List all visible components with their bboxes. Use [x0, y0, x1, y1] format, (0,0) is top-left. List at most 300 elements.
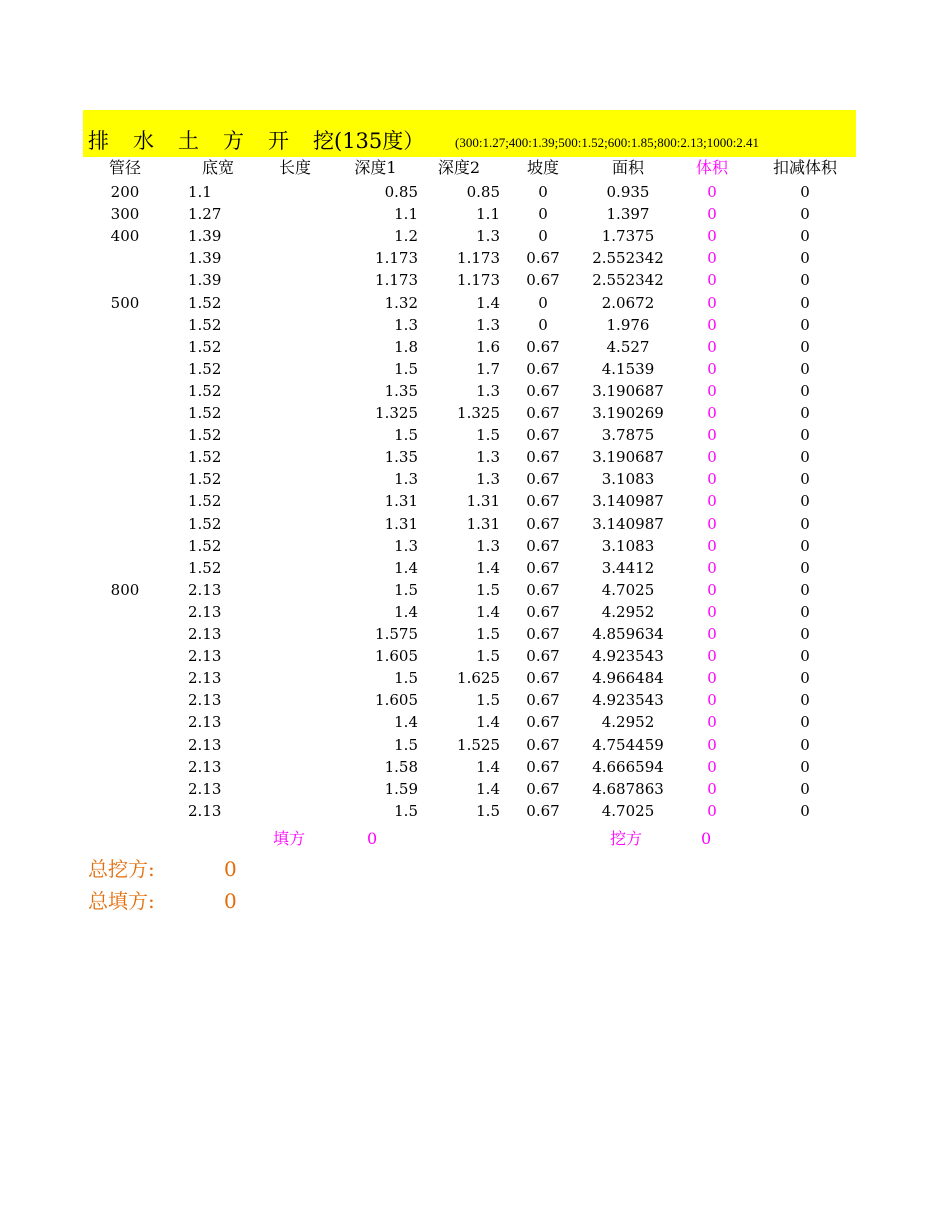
- header-slope: 坡度: [526, 158, 559, 177]
- header-volume: 体积: [695, 158, 728, 177]
- cell-slope: 0.67: [526, 448, 560, 466]
- cell-area: 3.190687: [592, 448, 664, 466]
- table-row: [83, 557, 856, 579]
- total-fill-label: 总填方:: [88, 889, 155, 913]
- cell-depth2: 1.5: [476, 625, 500, 643]
- cell-volume: 0: [707, 780, 717, 798]
- cell-depth2: 1.3: [476, 470, 500, 488]
- footer-row: [83, 828, 856, 850]
- fill-value: 0: [367, 829, 378, 848]
- cell-length: [263, 314, 327, 336]
- table-row: [83, 380, 856, 402]
- cell-bottom-width: 1.1: [188, 183, 212, 201]
- cell-pipe-diameter: [93, 623, 157, 645]
- cell-depth1: 1.59: [384, 780, 418, 798]
- cell-deduct-volume: 0: [800, 249, 810, 267]
- cell-deduct-volume: 0: [800, 691, 810, 709]
- table-row: [83, 513, 856, 535]
- cell-area: 3.140987: [592, 515, 664, 533]
- cell-deduct-volume: 0: [800, 802, 810, 820]
- title-char: 排: [88, 129, 109, 153]
- cell-depth1: 1.32: [384, 294, 418, 312]
- table-row: [83, 535, 856, 557]
- title-char: 开: [268, 129, 289, 153]
- cell-depth2: 1.325: [457, 404, 500, 422]
- cell-pipe-diameter: [93, 689, 157, 711]
- cell-slope: 0.67: [526, 581, 560, 599]
- cell-depth1: 1.325: [375, 404, 418, 422]
- cell-area: 4.923543: [592, 647, 664, 665]
- cell-bottom-width: 1.39: [188, 271, 222, 289]
- table-row: [83, 292, 856, 314]
- cell-volume: 0: [707, 183, 717, 201]
- cell-depth2: 1.3: [476, 448, 500, 466]
- cell-slope: 0.67: [526, 736, 560, 754]
- cell-depth1: 1.3: [394, 537, 418, 555]
- cell-slope: 0.67: [526, 338, 560, 356]
- cell-depth2: 1.6: [476, 338, 500, 356]
- cell-depth1: 1.575: [375, 625, 418, 643]
- excavate-value: 0: [701, 829, 712, 848]
- table-row: [83, 689, 856, 711]
- cell-depth1: 1.605: [375, 647, 418, 665]
- cell-area: 4.1539: [601, 360, 655, 378]
- cell-slope: 0: [538, 205, 548, 223]
- cell-bottom-width: 1.52: [188, 515, 222, 533]
- cell-pipe-diameter: [93, 557, 157, 579]
- cell-depth2: 1.4: [476, 780, 500, 798]
- cell-area: 4.923543: [592, 691, 664, 709]
- cell-length: [263, 358, 327, 380]
- cell-bottom-width: 2.13: [188, 625, 222, 643]
- cell-deduct-volume: 0: [800, 448, 810, 466]
- cell-slope: 0.67: [526, 249, 560, 267]
- cell-length: [263, 535, 327, 557]
- cell-volume: 0: [707, 758, 717, 776]
- cell-volume: 0: [707, 382, 717, 400]
- cell-bottom-width: 2.13: [188, 736, 222, 754]
- cell-length: [263, 557, 327, 579]
- cell-area: 4.2952: [601, 713, 655, 731]
- cell-area: 2.0672: [601, 294, 655, 312]
- cell-slope: 0.67: [526, 360, 560, 378]
- cell-depth2: 1.3: [476, 537, 500, 555]
- cell-length: [263, 778, 327, 800]
- cell-pipe-diameter: [93, 601, 157, 623]
- cell-bottom-width: 2.13: [188, 758, 222, 776]
- cell-deduct-volume: 0: [800, 625, 810, 643]
- cell-length: [263, 734, 327, 756]
- cell-pipe-diameter: [93, 247, 157, 269]
- cell-pipe-diameter: [93, 756, 157, 778]
- cell-bottom-width: 1.52: [188, 338, 222, 356]
- cell-deduct-volume: 0: [800, 758, 810, 776]
- cell-depth2: 1.525: [457, 736, 500, 754]
- cell-length: [263, 579, 327, 601]
- table-row: [83, 269, 856, 291]
- cell-pipe-diameter: [93, 800, 157, 822]
- header-bottom-width: 底宽: [202, 158, 235, 177]
- cell-length: [263, 800, 327, 822]
- cell-length: [263, 756, 327, 778]
- table-row: [83, 645, 856, 667]
- cell-deduct-volume: 0: [800, 559, 810, 577]
- cell-depth2: 1.173: [457, 271, 500, 289]
- table-row: [83, 247, 856, 269]
- cell-bottom-width: 2.13: [188, 691, 222, 709]
- cell-bottom-width: 2.13: [188, 780, 222, 798]
- cell-deduct-volume: 0: [800, 294, 810, 312]
- cell-depth1: 1.173: [375, 271, 418, 289]
- cell-slope: 0.67: [526, 492, 560, 510]
- cell-deduct-volume: 0: [800, 647, 810, 665]
- cell-bottom-width: 1.39: [188, 227, 222, 245]
- cell-depth1: 1.58: [384, 758, 418, 776]
- cell-depth2: 1.625: [457, 669, 500, 687]
- table-row: [83, 711, 856, 733]
- cell-area: 4.7025: [601, 581, 655, 599]
- cell-volume: 0: [707, 316, 717, 334]
- cell-length: [263, 336, 327, 358]
- cell-slope: 0: [538, 316, 548, 334]
- cell-pipe-diameter: [93, 269, 157, 291]
- cell-slope: 0: [538, 294, 548, 312]
- cell-slope: 0: [538, 227, 548, 245]
- cell-deduct-volume: 0: [800, 404, 810, 422]
- cell-depth2: 1.3: [476, 316, 500, 334]
- cell-slope: 0.67: [526, 515, 560, 533]
- cell-deduct-volume: 0: [800, 780, 810, 798]
- cell-volume: 0: [707, 271, 717, 289]
- cell-depth1: 1.3: [394, 316, 418, 334]
- cell-pipe-diameter: [93, 468, 157, 490]
- cell-bottom-width: 1.52: [188, 470, 222, 488]
- cell-volume: 0: [707, 691, 717, 709]
- cell-volume: 0: [707, 603, 717, 621]
- total-excavation-value: 0: [224, 857, 237, 881]
- cell-volume: 0: [707, 647, 717, 665]
- cell-volume: 0: [707, 448, 717, 466]
- cell-slope: 0.67: [526, 404, 560, 422]
- cell-area: 3.190687: [592, 382, 664, 400]
- cell-volume: 0: [707, 537, 717, 555]
- cell-bottom-width: 2.13: [188, 713, 222, 731]
- cell-length: [263, 247, 327, 269]
- cell-length: [263, 623, 327, 645]
- table-row: [83, 579, 856, 601]
- table-row: [83, 734, 856, 756]
- cell-slope: 0.67: [526, 625, 560, 643]
- cell-depth1: 1.173: [375, 249, 418, 267]
- cell-pipe-diameter: 500: [110, 294, 140, 312]
- cell-depth1: 1.5: [394, 581, 418, 599]
- cell-bottom-width: 1.52: [188, 492, 222, 510]
- cell-area: 3.190269: [592, 404, 664, 422]
- cell-depth2: 1.4: [476, 603, 500, 621]
- cell-length: [263, 181, 327, 203]
- cell-volume: 0: [707, 426, 717, 444]
- cell-length: [263, 689, 327, 711]
- cell-area: 4.7025: [601, 802, 655, 820]
- cell-area: 3.4412: [601, 559, 655, 577]
- table-row: [83, 181, 856, 203]
- table-row: [83, 490, 856, 512]
- table-row: [83, 424, 856, 446]
- cell-depth2: 1.3: [476, 382, 500, 400]
- cell-depth1: 1.31: [384, 492, 418, 510]
- cell-length: [263, 711, 327, 733]
- cell-deduct-volume: 0: [800, 382, 810, 400]
- header-area: 面积: [611, 158, 644, 177]
- cell-slope: 0: [538, 183, 548, 201]
- cell-slope: 0.67: [526, 537, 560, 555]
- header-pipe-diameter: 管径: [108, 158, 141, 177]
- cell-area: 4.859634: [592, 625, 664, 643]
- cell-length: [263, 292, 327, 314]
- cell-slope: 0.67: [526, 271, 560, 289]
- table-row: [83, 756, 856, 778]
- cell-volume: 0: [707, 249, 717, 267]
- cell-deduct-volume: 0: [800, 316, 810, 334]
- cell-bottom-width: 2.13: [188, 603, 222, 621]
- cell-area: 2.552342: [592, 271, 664, 289]
- cell-depth2: 1.3: [476, 227, 500, 245]
- table-row: [83, 446, 856, 468]
- cell-pipe-diameter: 400: [110, 227, 140, 245]
- cell-pipe-diameter: [93, 734, 157, 756]
- cell-volume: 0: [707, 802, 717, 820]
- cell-bottom-width: 1.52: [188, 404, 222, 422]
- cell-volume: 0: [707, 470, 717, 488]
- cell-pipe-diameter: [93, 535, 157, 557]
- total-excavation-label: 总挖方:: [88, 857, 155, 881]
- width-reference-note: (300:1.27;400:1.39;500:1.52;600:1.85;800:2.13;1000:2.41: [455, 135, 760, 150]
- title-char: 水: [133, 129, 154, 153]
- fill-label: 填方: [273, 829, 306, 848]
- cell-slope: 0.67: [526, 470, 560, 488]
- cell-deduct-volume: 0: [800, 537, 810, 555]
- cell-deduct-volume: 0: [800, 713, 810, 731]
- cell-length: [263, 667, 327, 689]
- cell-deduct-volume: 0: [800, 271, 810, 289]
- cell-bottom-width: 1.52: [188, 382, 222, 400]
- cell-depth1: 1.4: [394, 713, 418, 731]
- cell-volume: 0: [707, 338, 717, 356]
- cell-bottom-width: 1.27: [188, 205, 222, 223]
- cell-pipe-diameter: [93, 778, 157, 800]
- cell-pipe-diameter: [93, 314, 157, 336]
- cell-slope: 0.67: [526, 691, 560, 709]
- cell-pipe-diameter: 300: [110, 205, 140, 223]
- cell-depth2: 0.85: [466, 183, 500, 201]
- cell-volume: 0: [707, 515, 717, 533]
- cell-depth1: 1.31: [384, 515, 418, 533]
- cell-volume: 0: [707, 581, 717, 599]
- cell-area: 3.140987: [592, 492, 664, 510]
- cell-pipe-diameter: [93, 336, 157, 358]
- cell-slope: 0.67: [526, 603, 560, 621]
- cell-deduct-volume: 0: [800, 183, 810, 201]
- cell-area: 3.1083: [601, 470, 655, 488]
- cell-pipe-diameter: [93, 424, 157, 446]
- cell-depth2: 1.5: [476, 691, 500, 709]
- cell-length: [263, 203, 327, 225]
- header-depth1: 深度1: [354, 158, 397, 177]
- table-row: [83, 336, 856, 358]
- cell-volume: 0: [707, 492, 717, 510]
- cell-length: [263, 490, 327, 512]
- cell-area: 4.754459: [592, 736, 664, 754]
- cell-pipe-diameter: [93, 402, 157, 424]
- cell-area: 0.935: [606, 183, 650, 201]
- cell-slope: 0.67: [526, 780, 560, 798]
- cell-length: [263, 380, 327, 402]
- cell-depth2: 1.31: [466, 515, 500, 533]
- cell-pipe-diameter: [93, 645, 157, 667]
- total-fill: [88, 887, 237, 915]
- cell-length: [263, 468, 327, 490]
- cell-volume: 0: [707, 559, 717, 577]
- cell-area: 3.1083: [601, 537, 655, 555]
- table-row: [83, 601, 856, 623]
- cell-deduct-volume: 0: [800, 581, 810, 599]
- cell-depth1: 1.5: [394, 669, 418, 687]
- cell-depth1: 1.605: [375, 691, 418, 709]
- table-row: [83, 203, 856, 225]
- cell-volume: 0: [707, 713, 717, 731]
- cell-deduct-volume: 0: [800, 669, 810, 687]
- cell-pipe-diameter: [93, 711, 157, 733]
- sheet-title: [88, 128, 424, 154]
- cell-depth2: 1.7: [476, 360, 500, 378]
- cell-depth1: 1.35: [384, 382, 418, 400]
- header-length: 长度: [278, 158, 311, 177]
- cell-slope: 0.67: [526, 713, 560, 731]
- cell-deduct-volume: 0: [800, 338, 810, 356]
- cell-pipe-diameter: [93, 380, 157, 402]
- cell-slope: 0.67: [526, 669, 560, 687]
- cell-length: [263, 225, 327, 247]
- cell-length: [263, 402, 327, 424]
- cell-depth1: 1.1: [394, 205, 418, 223]
- cell-bottom-width: 1.39: [188, 249, 222, 267]
- title-char: 土: [178, 129, 199, 153]
- cell-deduct-volume: 0: [800, 603, 810, 621]
- cell-depth1: 1.5: [394, 426, 418, 444]
- cell-area: 4.2952: [601, 603, 655, 621]
- cell-depth1: 1.5: [394, 802, 418, 820]
- cell-depth2: 1.31: [466, 492, 500, 510]
- cell-depth2: 1.173: [457, 249, 500, 267]
- cell-bottom-width: 2.13: [188, 647, 222, 665]
- total-excavation: [88, 855, 237, 883]
- cell-deduct-volume: 0: [800, 515, 810, 533]
- cell-slope: 0.67: [526, 559, 560, 577]
- cell-slope: 0.67: [526, 426, 560, 444]
- cell-volume: 0: [707, 669, 717, 687]
- cell-depth2: 1.5: [476, 802, 500, 820]
- cell-depth1: 0.85: [384, 183, 418, 201]
- cell-pipe-diameter: 200: [110, 183, 140, 201]
- cell-pipe-diameter: [93, 667, 157, 689]
- table-row: [83, 468, 856, 490]
- cell-depth2: 1.4: [476, 294, 500, 312]
- cell-deduct-volume: 0: [800, 426, 810, 444]
- cell-deduct-volume: 0: [800, 205, 810, 223]
- cell-volume: 0: [707, 736, 717, 754]
- title-char: 方: [223, 129, 244, 153]
- cell-length: [263, 645, 327, 667]
- cell-depth2: 1.4: [476, 559, 500, 577]
- cell-length: [263, 601, 327, 623]
- cell-area: 3.7875: [601, 426, 655, 444]
- cell-bottom-width: 1.52: [188, 448, 222, 466]
- header-deduct-volume: 扣减体积: [772, 158, 837, 177]
- cell-bottom-width: 1.52: [188, 426, 222, 444]
- table-row: [83, 623, 856, 645]
- table-row: [83, 667, 856, 689]
- cell-bottom-width: 2.13: [188, 669, 222, 687]
- cell-depth2: 1.4: [476, 713, 500, 731]
- cell-pipe-diameter: [93, 446, 157, 468]
- cell-depth1: 1.4: [394, 603, 418, 621]
- cell-depth2: 1.5: [476, 647, 500, 665]
- cell-area: 4.687863: [592, 780, 664, 798]
- table-row: [83, 778, 856, 800]
- cell-deduct-volume: 0: [800, 492, 810, 510]
- cell-slope: 0.67: [526, 802, 560, 820]
- cell-deduct-volume: 0: [800, 360, 810, 378]
- cell-depth1: 1.5: [394, 736, 418, 754]
- cell-depth1: 1.2: [394, 227, 418, 245]
- cell-volume: 0: [707, 404, 717, 422]
- cell-depth2: 1.4: [476, 758, 500, 776]
- cell-bottom-width: 1.52: [188, 537, 222, 555]
- header-row: [83, 157, 856, 179]
- cell-bottom-width: 1.52: [188, 316, 222, 334]
- cell-bottom-width: 2.13: [188, 802, 222, 820]
- cell-volume: 0: [707, 227, 717, 245]
- cell-deduct-volume: 0: [800, 470, 810, 488]
- cell-pipe-diameter: [93, 358, 157, 380]
- cell-depth1: 1.8: [394, 338, 418, 356]
- table-row: [83, 800, 856, 822]
- cell-length: [263, 424, 327, 446]
- cell-length: [263, 513, 327, 535]
- cell-slope: 0.67: [526, 758, 560, 776]
- cell-slope: 0.67: [526, 382, 560, 400]
- cell-bottom-width: 1.52: [188, 294, 222, 312]
- cell-deduct-volume: 0: [800, 736, 810, 754]
- cell-area: 1.976: [606, 316, 650, 334]
- total-fill-value: 0: [224, 889, 237, 913]
- header-depth2: 深度2: [437, 158, 481, 177]
- cell-depth2: 1.5: [476, 581, 500, 599]
- cell-depth1: 1.4: [394, 559, 418, 577]
- cell-volume: 0: [707, 205, 717, 223]
- cell-depth1: 1.3: [394, 470, 418, 488]
- cell-bottom-width: 2.13: [188, 581, 222, 599]
- excavate-label: 挖方: [610, 829, 643, 848]
- cell-area: 4.666594: [592, 758, 664, 776]
- cell-area: 1.397: [606, 205, 650, 223]
- table-row: [83, 358, 856, 380]
- cell-bottom-width: 1.52: [188, 360, 222, 378]
- cell-bottom-width: 1.52: [188, 559, 222, 577]
- cell-volume: 0: [707, 360, 717, 378]
- cell-depth1: 1.5: [394, 360, 418, 378]
- title-bar: [83, 110, 856, 157]
